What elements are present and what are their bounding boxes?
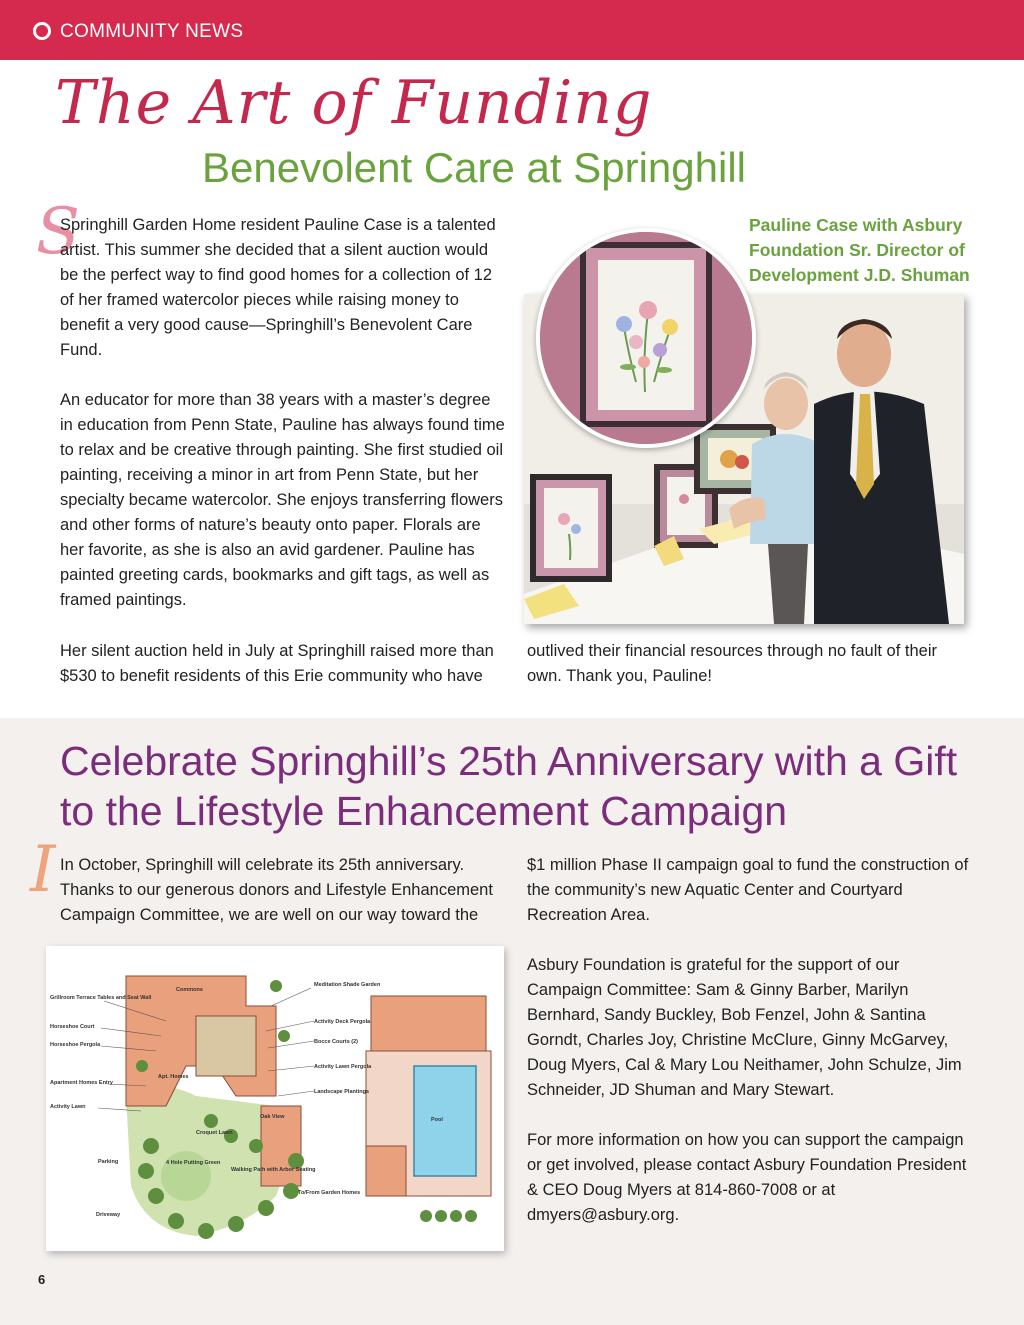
plan-label-pool: Pool <box>431 1117 443 1123</box>
article1-closing-right <box>527 639 967 689</box>
article1-closing-left-text: Her silent auction held in July at Springhill raised more than $530 to benefit residents of this Erie community who have <box>60 642 494 685</box>
plan-label-apt-homes: Apt. Homes <box>158 1074 189 1080</box>
article-script-title: The Art of Funding <box>55 68 653 138</box>
plan-label-oak-view: Oak View <box>260 1114 285 1120</box>
plan-label-activity-lawn-pergola: Activity Lawn Pergola <box>314 1064 372 1070</box>
section-label: COMMUNITY NEWS <box>60 21 244 42</box>
plan-label-activity-lawn: Activity Lawn <box>50 1104 86 1110</box>
photo-caption: Pauline Case with Asbury Foundation Sr. Director of Development J.D. Shuman <box>749 215 970 285</box>
plan-label-parking: Parking <box>98 1159 119 1165</box>
article1-paragraph-1: Springhill Garden Home resident Pauline Case is a talented artist. This summer she decided that a silent auction would be the perfect way to find good homes for a collection of 12 of her framed watercolor pieces while raising money to benefit a very good cause—Springhill’s Benevolent Care Fund. <box>60 216 496 359</box>
campaign-paragraph-2: Asbury Foundation is grateful for the support of our Campaign Committee: Sam & Ginny Barber, Marilyn Bernhard, Sandy Buckley, Bob Fenzel, John & Santina Gorndt, Charles Joy, Christine McClure, Ginny McGarvey, Doug Myers, Cal & Mary Lou Neithamer, John Schulze, Jim Schneider, JD Shuman and Mary Stewart. <box>527 956 962 1099</box>
watercolor-closeup-photo <box>536 228 756 448</box>
campaign-intro-text: In October, Springhill will celebrate its 25th anniversary. Thanks to our generous donors and Lifestyle Enhancement Campaign Committee, we are well on our way toward the <box>60 856 493 924</box>
campaign-intro <box>60 853 505 928</box>
watercolor-closeup-illustration <box>540 232 752 444</box>
plan-label-commons: Commons <box>176 987 203 993</box>
article-subtitle: Benevolent Care at Springhill <box>202 144 746 191</box>
dropcap-s-ornament: S <box>36 195 80 269</box>
article1-closing-right-text: outlived their financial resources through no fault of their own. Thank you, Pauline! <box>527 642 937 685</box>
page-number: 6 <box>38 1272 46 1287</box>
plan-label-grillroom: Grillroom Terrace Tables and Seat Wall <box>50 995 152 1001</box>
ring-icon <box>33 22 51 40</box>
plan-label-landscape: Landscape Plantings <box>314 1089 370 1095</box>
campaign-paragraph-1: $1 million Phase II campaign goal to fund the construction of the community’s new Aquatic Center and Courtyard Recreation Area. <box>527 856 969 924</box>
plan-label-bocce: Bocce Courts (2) <box>314 1039 359 1045</box>
plan-label-driveway: Driveway <box>96 1212 121 1218</box>
site-plan-drawing <box>46 946 504 1251</box>
section-header-bar <box>0 0 1024 60</box>
article1-body <box>60 213 505 638</box>
dropcap-i-ornament: I <box>30 833 56 907</box>
plan-label-meditation: Meditation Shade Garden <box>314 982 381 988</box>
plan-label-garden-homes: To/From Garden Homes <box>298 1190 361 1196</box>
campaign-headline: Celebrate Springhill’s 25th Anniversary with a Gift to the Lifestyle Enhancement Campaign <box>60 738 958 834</box>
plan-label-horseshoe: Horseshoe Court <box>50 1024 95 1030</box>
plan-label-activity-deck: Activity Deck Pergola <box>314 1019 371 1025</box>
plan-label-apt-entry: Apartment Homes Entry <box>50 1080 113 1086</box>
plan-label-croquet-lawn: Croquet Lawn <box>196 1130 233 1136</box>
plan-label-horseshoe-pergola: Horseshoe Pergola <box>50 1042 101 1048</box>
site-plan-illustration <box>46 946 504 1251</box>
campaign-paragraph-3: For more information on how you can support the campaign or get involved, please contact Asbury Foundation President & CEO Doug Myers at 814-860-7008 or at dmyers@asbury.org. <box>527 1131 967 1224</box>
plan-label-putting: 4 Hole Putting Green <box>166 1160 221 1166</box>
campaign-right-column <box>527 853 972 1253</box>
article1-closing-left <box>60 639 505 689</box>
plan-label-walking: Walking Path with Arbor Seating <box>231 1167 316 1173</box>
article1-paragraph-2: An educator for more than 38 years with a master’s degree in education from Penn State, Pauline has always found time to relax and be creative through painting. She first studied oil painting, receiving a minor in art from Penn State, but her specialty became watercolor. She enjoys transferring flowers and other forms of nature’s beauty onto paper. Florals are her favorite, as she is also an avid gardener. Pauline has painted greeting cards, bookmarks and gift tags, as well as framed paintings. <box>60 391 505 609</box>
framed-painting <box>530 474 612 582</box>
